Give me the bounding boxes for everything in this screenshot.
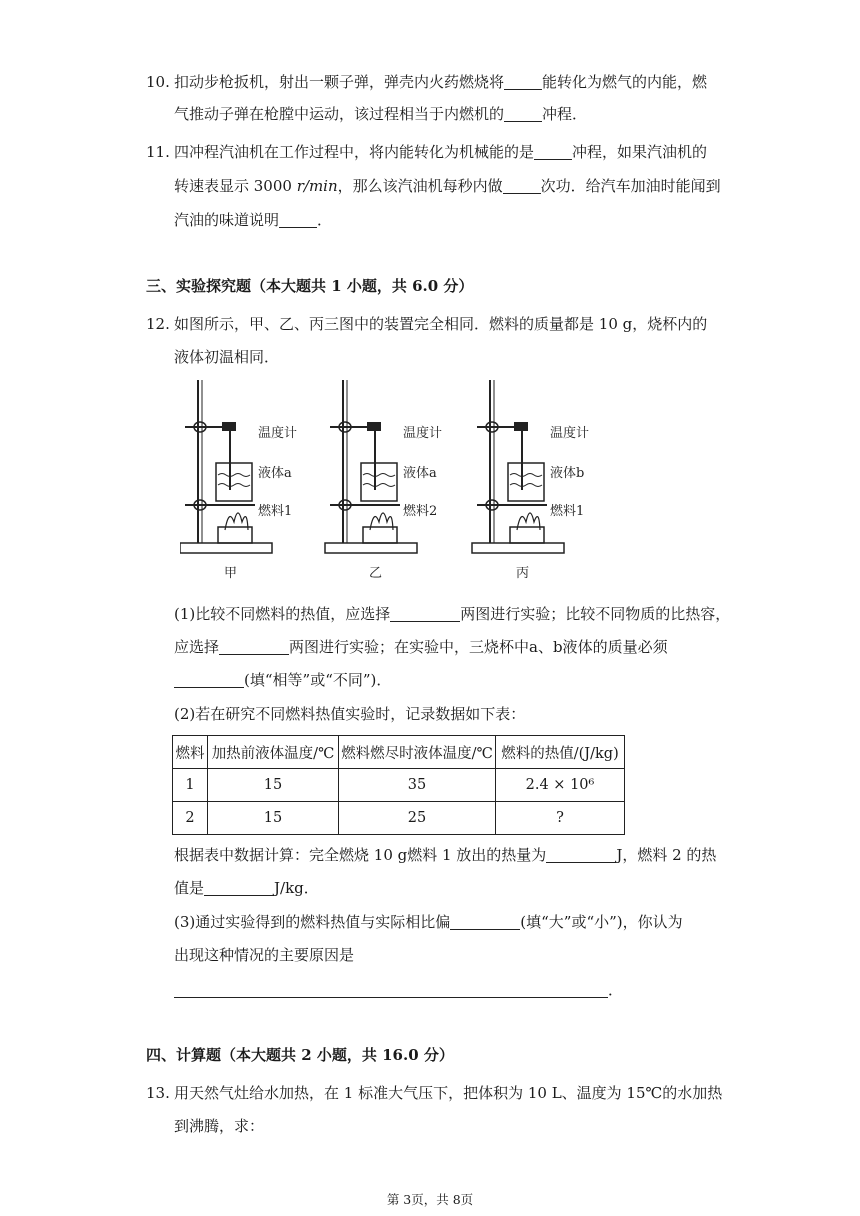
fuel-label: 燃料1 xyxy=(258,504,293,519)
answer-blank[interactable] xyxy=(546,846,616,863)
section-4-title: 四、计算题（本大题共 2 小题，共 16.0 分） xyxy=(146,1046,454,1064)
answer-blank[interactable] xyxy=(204,879,274,896)
table-header-cell: 燃料的热值/(J/kg) xyxy=(496,736,625,769)
question-12-number: 12. xyxy=(146,315,170,333)
answer-blank[interactable] xyxy=(450,913,520,930)
question-12-part-1-line-1: (1)比较不同燃料的热值，应选择 两图进行实验；比较不同物质的比热容， xyxy=(174,605,731,623)
fuel-label: 燃料2 xyxy=(403,504,438,519)
table-header-cell: 燃料 xyxy=(173,736,208,769)
table-cell: 1 xyxy=(173,769,208,802)
thermometer-label: 温度计 xyxy=(403,426,443,441)
table-header-row xyxy=(173,736,625,769)
table-cell: ? xyxy=(496,802,625,835)
thermometer-label: 温度计 xyxy=(550,426,590,441)
question-12-part-3-line-1: (3)通过实验得到的燃料热值与实际相比偏 (填“大”或“小”)，你认为 xyxy=(174,913,683,931)
question-13-line-2: 到沸腾，求： xyxy=(174,1117,265,1135)
table-row xyxy=(173,802,625,835)
figure-jia xyxy=(180,380,297,581)
figure-yi xyxy=(325,380,442,581)
question-13-number: 13. xyxy=(146,1084,170,1102)
table-header-cell: 燃料燃尽时液体温度/℃ xyxy=(339,736,496,769)
table-cell: 15 xyxy=(208,769,339,802)
answer-blank[interactable] xyxy=(279,211,317,228)
answer-blank[interactable] xyxy=(504,73,542,90)
answer-blank-long[interactable] xyxy=(174,981,608,998)
question-12-part-1-line-3: (填“相等”或“不同”)． xyxy=(174,670,391,690)
fuel-label: 燃料1 xyxy=(550,504,585,519)
question-11-line-3: 汽油的味道说明 ． xyxy=(174,211,333,229)
table-cell: 35 xyxy=(339,769,496,802)
question-11-line-2: 转速表显示 3000 r/min，那么该汽油机每秒内做 次功．给汽车加油时能闻到 xyxy=(174,177,721,195)
table-header-cell: 加热前液体温度/℃ xyxy=(208,736,339,769)
question-12-part-3-line-3: ． xyxy=(174,980,623,1000)
question-12-part-3-line-2: 出现这种情况的主要原因是 xyxy=(174,946,355,964)
figure-bing xyxy=(472,380,589,581)
question-12-part-1-line-2: 应选择 两图进行实验；在实验中，三烧杯中a、b液体的质量必须 xyxy=(174,638,668,656)
answer-blank[interactable] xyxy=(504,105,542,122)
figure-caption: 甲 xyxy=(224,566,238,581)
table-row xyxy=(173,769,625,802)
answer-blank[interactable] xyxy=(390,605,460,622)
question-10-line-2: 气推动子弹在枪膛中运动，该过程相当于内燃机的 冲程． xyxy=(174,105,588,123)
question-12-line-2: 液体初温相同． xyxy=(174,348,280,366)
table-cell: 15 xyxy=(208,802,339,835)
answer-blank[interactable] xyxy=(503,177,541,194)
section-3-title: 三、实验探究题（本大题共 1 小题，共 6.0 分） xyxy=(146,277,474,295)
question-12-line-1: 如图所示，甲、乙、丙三图中的装置完全相同．燃料的质量都是 10 g，烧杯内的 xyxy=(174,315,708,333)
table-cell: 2.4 × 10⁶ xyxy=(496,769,625,802)
question-13-line-1: 用天然气灶给水加热，在 1 标准大气压下，把体积为 10 L、温度为 15℃的水加热 xyxy=(174,1084,723,1102)
thermometer-label: 温度计 xyxy=(258,426,298,441)
answer-blank[interactable] xyxy=(174,671,244,688)
answer-blank[interactable] xyxy=(219,638,289,655)
question-10-number: 10. xyxy=(146,73,170,91)
liquid-label: 液体a xyxy=(403,466,437,481)
question-11-line-1: 四冲程汽油机在工作过程中，将内能转化为机械能的是 冲程，如果汽油机的 xyxy=(174,143,708,161)
question-12-calc-line-2: 值是 J/kg． xyxy=(174,879,319,897)
question-11-number: 11. xyxy=(146,143,170,161)
liquid-label: 液体a xyxy=(258,466,292,481)
data-table xyxy=(172,735,625,835)
figure-caption: 丙 xyxy=(516,566,530,581)
question-12-calc-line-1: 根据表中数据计算：完全燃烧 10 g燃料 1 放出的热量为 J，燃料 2 的热 xyxy=(174,846,717,864)
page-footer: 第 3页，共 8页 xyxy=(386,1192,474,1207)
liquid-label: 液体b xyxy=(550,466,585,481)
question-10-line-1: 扣动步枪扳机，射出一颗子弹，弹壳内火药燃烧将 能转化为燃气的内能，燃 xyxy=(174,73,708,91)
apparatus-figures xyxy=(180,375,620,585)
answer-blank[interactable] xyxy=(534,143,572,160)
table-cell: 2 xyxy=(173,802,208,835)
table-cell: 25 xyxy=(339,802,496,835)
figure-caption: 乙 xyxy=(369,566,383,581)
question-12-part-2-intro: (2)若在研究不同燃料热值实验时，记录数据如下表： xyxy=(174,705,526,723)
